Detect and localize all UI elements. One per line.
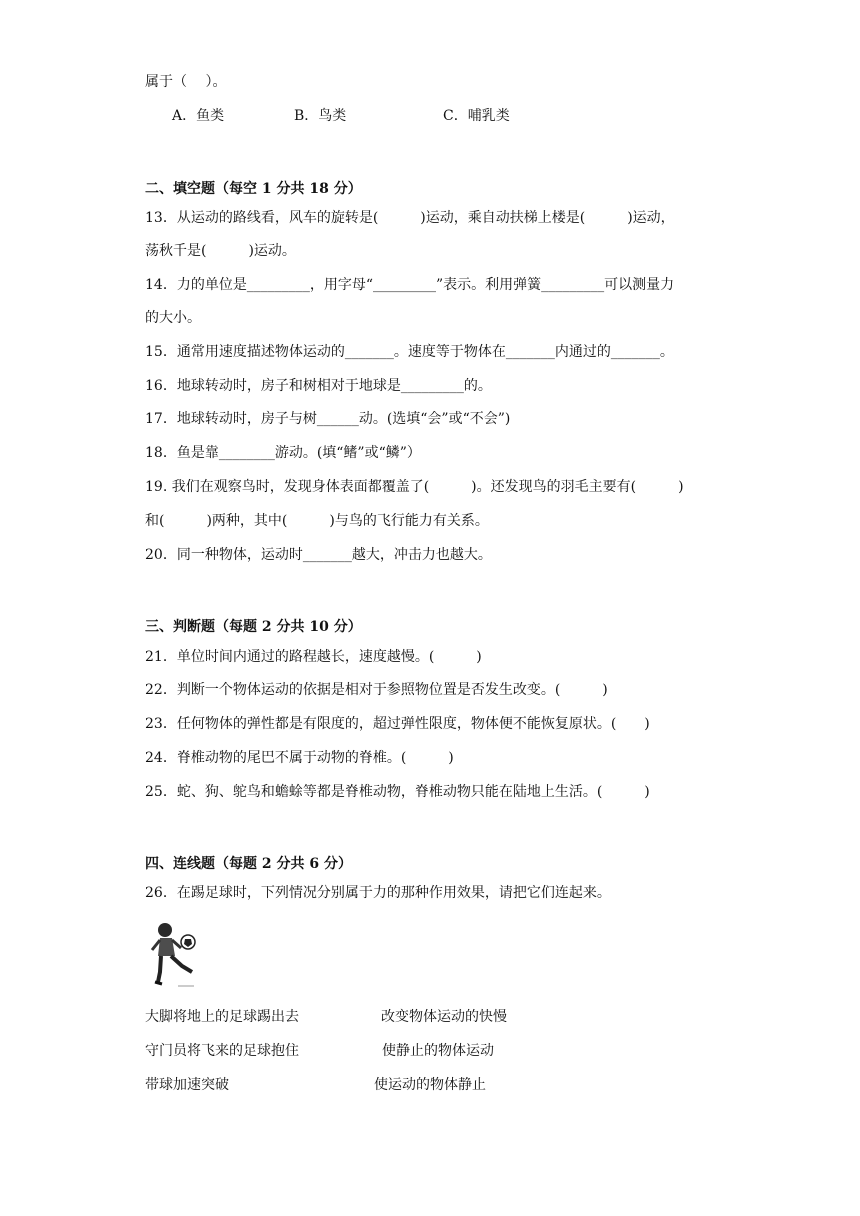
match-right-1: 改变物体运动的快慢 <box>381 1009 507 1025</box>
q23: 23．任何物体的弹性都是有限度的，超过弹性限度，物体便不能恢复原状。( ) <box>145 716 650 732</box>
q17: 17．地球转动时，房子与树______动。(选填“会”或“不会”) <box>145 411 511 427</box>
q14-line2: 的大小。 <box>145 310 201 326</box>
q15: 15．通常用速度描述物体运动的_______。速度等于物体在_______内通过的_______。 <box>145 344 674 360</box>
q13-line1: 13．从运动的路线看，风车的旋转是( )运动，乘自动扶梯上楼是( )运动， <box>145 210 675 226</box>
match-left-2: 守门员将飞来的足球抱住 <box>145 1043 299 1059</box>
q14-line1: 14．力的单位是_________，用字母“_________”表示。利用弹簧_________可以测量力 <box>145 277 675 293</box>
match-left-3: 带球加速突破 <box>145 1077 229 1093</box>
section2-heading: 二、填空题（每空 1 分共 18 分） <box>145 181 362 197</box>
match-right-3: 使运动的物体静止 <box>374 1077 486 1093</box>
q26: 26．在踢足球时，下列情况分别属于力的那种作用效果，请把它们连起来。 <box>145 885 611 901</box>
section3-heading: 三、判断题（每题 2 分共 10 分） <box>145 619 362 635</box>
q12-option-c: C．哺乳类 <box>443 108 510 124</box>
q22: 22．判断一个物体运动的依据是相对于参照物位置是否发生改变。( ) <box>145 682 608 698</box>
q21: 21．单位时间内通过的路程越长，速度越慢。( ) <box>145 649 482 665</box>
q16: 16．地球转动时，房子和树相对于地球是_________的。 <box>145 378 492 394</box>
q18: 18．鱼是靠________游动。(填“鳍”或“鳞”） <box>145 445 421 461</box>
q19-line1: 19. 我们在观察鸟时，发现身体表面都覆盖了( )。还发现鸟的羽毛主要有( ) <box>145 479 684 495</box>
match-left-1: 大脚将地上的足球踢出去 <box>145 1009 299 1025</box>
q12-tail: 属于（ ）。 <box>145 74 227 90</box>
soccer-player-image <box>148 920 204 988</box>
q13-line2: 荡秋千是( )运动。 <box>145 243 296 259</box>
q12-option-a: A．鱼类 <box>172 108 225 124</box>
q12-option-b: B．鸟类 <box>294 108 347 124</box>
q20: 20．同一种物体，运动时_______越大，冲击力也越大。 <box>145 547 492 563</box>
q25: 25．蛇、狗、鸵鸟和蟾蜍等都是脊椎动物，脊椎动物只能在陆地上生活。( ) <box>145 784 650 800</box>
match-right-2: 使静止的物体运动 <box>382 1043 494 1059</box>
section4-heading: 四、连线题（每题 2 分共 6 分） <box>145 856 352 872</box>
q19-line2: 和( )两种，其中( )与鸟的飞行能力有关系。 <box>145 513 489 529</box>
q24: 24．脊椎动物的尾巴不属于动物的脊椎。( ) <box>145 750 454 766</box>
